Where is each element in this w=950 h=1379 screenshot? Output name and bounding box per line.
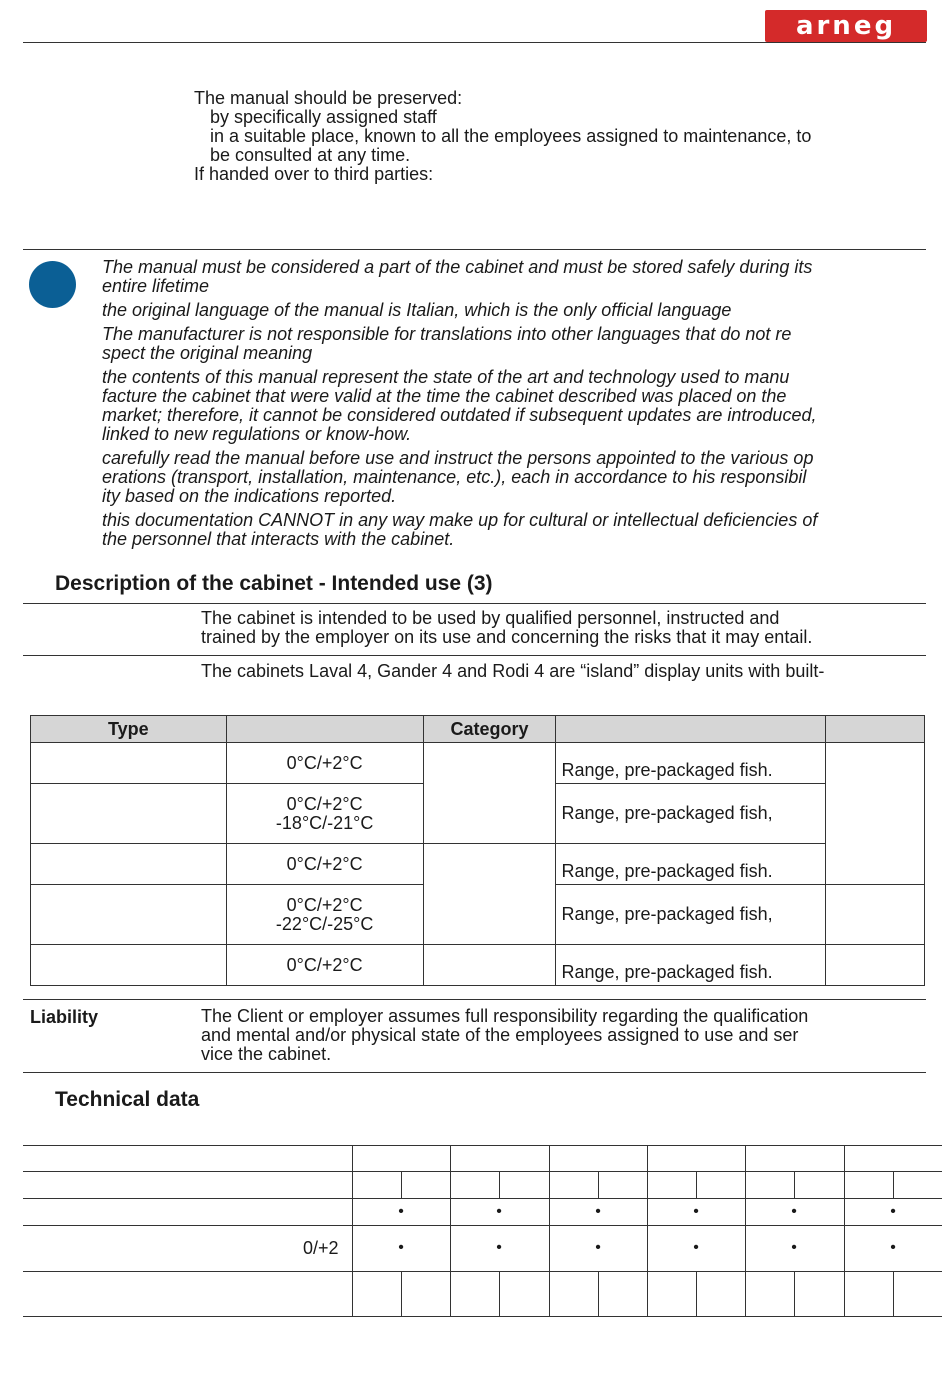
liability-text: The Client or employer assumes full responsibility regarding the qualification: [201, 1006, 809, 1026]
logo-text: arneg: [795, 11, 897, 41]
header-rule: [23, 42, 926, 43]
tech-col-divider: [549, 1145, 550, 1316]
temperature-cell: [226, 844, 423, 885]
tech-subcol-divider: [696, 1171, 697, 1198]
bullet-dot: •: [595, 1203, 601, 1220]
note-line: erations (transport, installation, maintenance, etc.), each in accordance to his responsibil: [102, 467, 807, 487]
note-line: facture the cabinet that were valid at the time the cabinet described was placed on the: [102, 386, 787, 406]
extra-cell: [826, 945, 925, 986]
tech-subcol-divider: [794, 1171, 795, 1198]
note-line: carefully read the manual before use and instruct the persons appointed to the various op: [102, 448, 814, 468]
note-line: spect the original meaning: [102, 343, 313, 363]
category-cell: [423, 844, 556, 945]
type-cell: [31, 945, 227, 986]
use-cell: Range, pre-packaged fish,: [556, 784, 826, 844]
temperature-value: -18°C/-21°C: [275, 812, 374, 833]
tech-col-divider: [745, 1145, 746, 1316]
bullet-dot: •: [496, 1239, 502, 1256]
temperature-value: 0°C/+2°C: [286, 752, 363, 773]
note-line: the original language of the manual is Italian, which is the only official language: [102, 300, 732, 320]
tech-subcol-divider: [401, 1171, 402, 1198]
temperature-cell: [226, 743, 423, 784]
note-line: ity based on the indications reported.: [102, 486, 397, 506]
type-cell: [31, 743, 227, 784]
bullet-dot: •: [398, 1239, 404, 1256]
tech-col-divider: [647, 1145, 648, 1316]
temperature-cell: [226, 945, 423, 986]
type-cell: [31, 885, 227, 945]
temperature-cell: [226, 784, 423, 844]
temperature-value: 0°C/+2°C: [286, 793, 363, 814]
section-rule: [23, 655, 926, 656]
note-line: market; therefore, it cannot be considered outdated if subsequent updates are introduced,: [102, 405, 817, 425]
tech-col-divider: [450, 1145, 451, 1316]
intro-line: If handed over to third parties:: [194, 164, 434, 184]
bullet-dot: •: [693, 1239, 699, 1256]
note-line: linked to new regulations or know-how.: [102, 424, 412, 444]
tech-row-label: 0/+2: [303, 1238, 339, 1258]
intro-line: in a suitable place, known to all the employees assigned to maintenance, to: [210, 126, 812, 146]
liability-label: Liability: [30, 1007, 99, 1027]
temperature-value: 0°C/+2°C: [286, 853, 363, 874]
temperature-value: 0°C/+2°C: [286, 954, 363, 975]
tech-subcol-divider: [893, 1171, 894, 1198]
section-title-technical-data: Technical data: [55, 1088, 200, 1111]
table-row: [31, 743, 925, 784]
bullet-dot: •: [398, 1203, 404, 1220]
note-line: this documentation CANNOT in any way make up for cultural or intellectual deficiencies of: [102, 510, 818, 530]
tech-row-rule: [23, 1225, 942, 1226]
tech-subcol-divider: [598, 1171, 599, 1198]
tech-row-rule: [23, 1316, 942, 1317]
tech-col-divider: [844, 1145, 845, 1316]
type-cell: [31, 784, 227, 844]
use-cell: Range, pre-packaged fish.: [556, 945, 826, 986]
bullet-dot: •: [595, 1239, 601, 1256]
note-line: the contents of this manual represent the state of the art and technology used to manu: [102, 367, 790, 387]
use-cell: Range, pre-packaged fish.: [556, 844, 826, 885]
header-type: Type: [31, 716, 227, 743]
extra-cell: [826, 885, 925, 945]
table-header-row: [31, 716, 925, 743]
section-rule: [23, 603, 926, 604]
bullet-dot: •: [693, 1203, 699, 1220]
tech-subcol-divider: [499, 1171, 500, 1198]
intro-line: The manual should be preserved:: [194, 88, 463, 108]
bullet-dot: •: [791, 1203, 797, 1220]
use-cell: Range, pre-packaged fish.: [556, 743, 826, 784]
liability-bottom-rule: [23, 1072, 926, 1073]
section-title-intended-use: Description of the cabinet - Intended use (3): [55, 572, 493, 595]
liability-text: vice the cabinet.: [201, 1044, 332, 1064]
info-icon: [29, 261, 76, 308]
tech-row-rule: [23, 1271, 942, 1272]
tech-row-rule: [23, 1171, 942, 1172]
note-line: entire lifetime: [102, 276, 210, 296]
tech-subcol-divider: [401, 1271, 402, 1316]
technical-data-table: [23, 1145, 942, 1317]
tech-subcol-divider: [893, 1271, 894, 1316]
cabinet-types-table: [30, 715, 925, 986]
category-cell: [423, 945, 556, 986]
note-line: The manufacturer is not responsible for translations into other languages that do not re: [102, 324, 792, 344]
tech-subcol-divider: [499, 1271, 500, 1316]
tech-subcol-divider: [794, 1271, 795, 1316]
tech-col-divider: [352, 1145, 353, 1316]
category-cell: [423, 743, 556, 844]
notes-top-rule: [23, 249, 926, 250]
tech-row-rule: [23, 1198, 942, 1199]
arneg-logo: [765, 10, 927, 42]
temperature-value: 0°C/+2°C: [286, 894, 363, 915]
island-units-text: The cabinets Laval 4, Gander 4 and Rodi 4 are “island” display units with built-: [201, 661, 825, 681]
extra-cell: [826, 743, 925, 885]
intro-line: be consulted at any time.: [210, 145, 411, 165]
bullet-dot: •: [791, 1239, 797, 1256]
note-line: the personnel that interacts with the cabinet.: [102, 529, 455, 549]
liability-top-rule: [23, 999, 926, 1000]
use-cell: Range, pre-packaged fish,: [556, 885, 826, 945]
temperature-cell: [226, 885, 423, 945]
type-cell: [31, 844, 227, 885]
intended-use-text: The cabinet is intended to be used by qualified personnel, instructed and: [201, 608, 780, 628]
header-extra: [826, 716, 925, 743]
temperature-value: -22°C/-25°C: [275, 913, 374, 934]
table-row: [31, 844, 925, 885]
bullet-dot: •: [890, 1239, 896, 1256]
tech-subcol-divider: [696, 1271, 697, 1316]
intended-use-text: trained by the employer on its use and concerning the risks that it may entail.: [201, 627, 813, 647]
bullet-dot: •: [890, 1203, 896, 1220]
header-temperature: [226, 716, 423, 743]
intro-line: by specifically assigned staff: [210, 107, 437, 127]
tech-row-rule: [23, 1145, 942, 1146]
table-row: [31, 945, 925, 986]
note-line: The manual must be considered a part of the cabinet and must be stored safely during its: [102, 257, 813, 277]
header-use: [556, 716, 826, 743]
bullet-dot: •: [496, 1203, 502, 1220]
liability-text: and mental and/or physical state of the employees assigned to use and ser: [201, 1025, 799, 1045]
header-category: Category: [423, 716, 556, 743]
tech-subcol-divider: [598, 1271, 599, 1316]
